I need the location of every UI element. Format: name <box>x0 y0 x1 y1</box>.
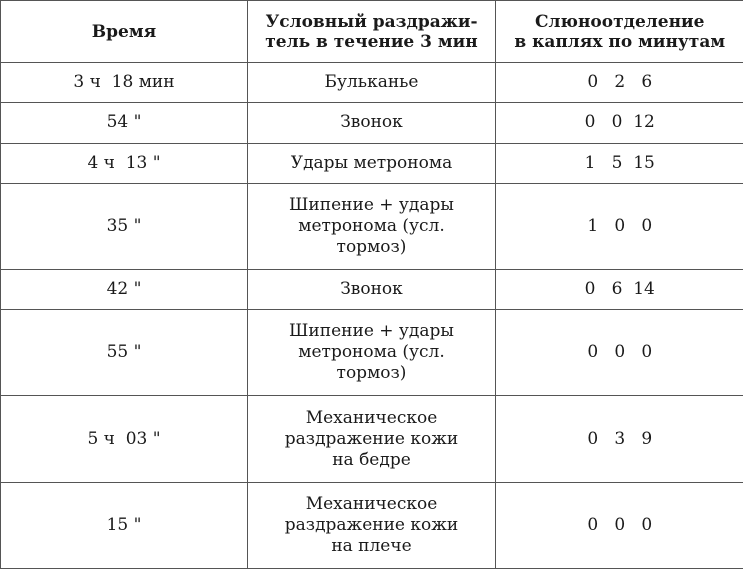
header-stimulus: Условный раздражи- тель в течение 3 мин <box>248 1 496 63</box>
cell-stimulus: Механическое раздражение кожи на плече <box>248 482 496 568</box>
cell-stimulus: Звонок <box>248 269 496 309</box>
cell-time: 55 " <box>1 310 248 396</box>
header-time: Время <box>1 1 248 63</box>
table-row <box>1 183 743 269</box>
cell-drops: 0 0 0 <box>496 482 743 568</box>
cell-time: 5 ч 03 " <box>1 396 248 482</box>
table-row <box>1 63 743 103</box>
cell-stimulus: Удары метронома <box>248 143 496 183</box>
cell-stimulus: Бульканье <box>248 63 496 103</box>
cell-drops: 1 0 0 <box>496 183 743 269</box>
cell-time: 54 " <box>1 103 248 143</box>
header-row <box>1 1 743 63</box>
table-row <box>1 103 743 143</box>
cell-drops: 0 0 0 <box>496 310 743 396</box>
cell-time: 3 ч 18 мин <box>1 63 248 103</box>
cell-stimulus: Шипение + удары метронома (усл. тормоз) <box>248 183 496 269</box>
cell-stimulus: Шипение + удары метронома (усл. тормоз) <box>248 310 496 396</box>
cell-drops: 0 3 9 <box>496 396 743 482</box>
table-row <box>1 482 743 568</box>
cell-time: 42 " <box>1 269 248 309</box>
cell-drops: 0 6 14 <box>496 269 743 309</box>
cell-stimulus: Звонок <box>248 103 496 143</box>
cell-time: 4 ч 13 " <box>1 143 248 183</box>
table-row <box>1 269 743 309</box>
cell-drops: 0 0 12 <box>496 103 743 143</box>
cell-time: 35 " <box>1 183 248 269</box>
cell-time: 15 " <box>1 482 248 568</box>
cell-drops: 0 2 6 <box>496 63 743 103</box>
table-row <box>1 396 743 482</box>
table-row <box>1 143 743 183</box>
header-drops: Слюноотделение в каплях по минутам <box>496 1 743 63</box>
cell-drops: 1 5 15 <box>496 143 743 183</box>
table-row <box>1 310 743 396</box>
cell-stimulus: Механическое раздражение кожи на бедре <box>248 396 496 482</box>
